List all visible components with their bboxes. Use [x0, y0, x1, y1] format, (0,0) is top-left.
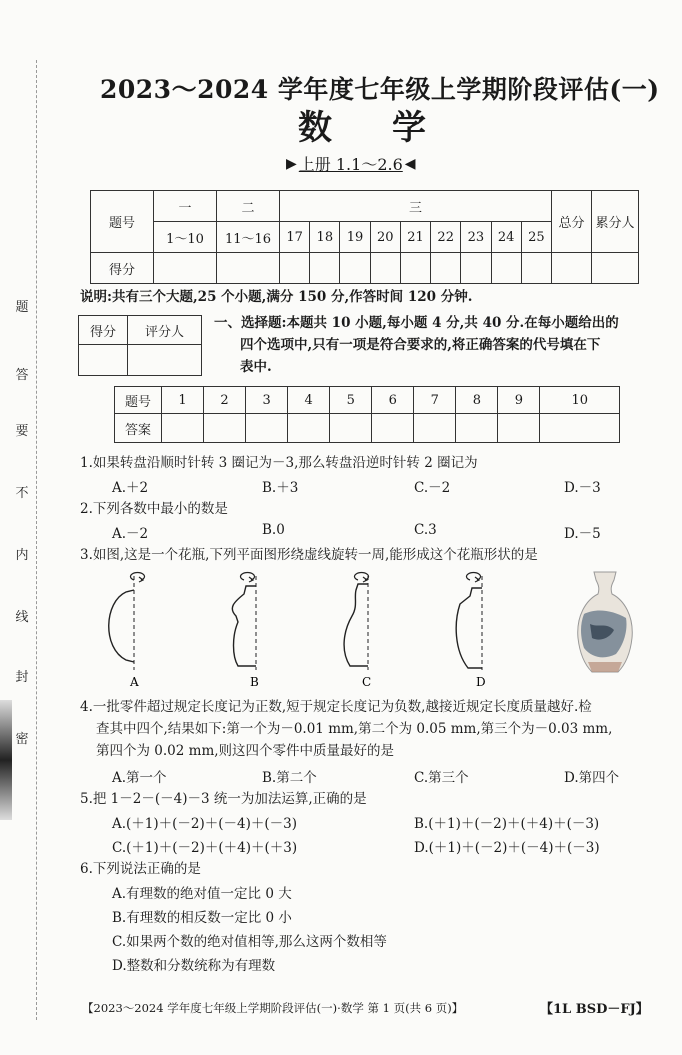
answer-number: 2: [204, 387, 246, 414]
arrow-left-icon: ◀: [404, 155, 416, 172]
answer-cell[interactable]: [330, 414, 372, 443]
question-6-option-c[interactable]: C.如果两个数的绝对值相等,那么这两个数相等: [112, 934, 387, 950]
answer-cell[interactable]: [204, 414, 246, 443]
grader-name-cell[interactable]: [128, 345, 202, 376]
question-2-option-a[interactable]: A.－2: [112, 526, 149, 542]
score-row-label: 得分: [91, 253, 154, 284]
score-cell[interactable]: [310, 253, 340, 284]
question-5-stem: 5.把 1－2－(－4)－3 统一为加法运算,正确的是: [80, 791, 367, 807]
exam-title: 2023～2024 学年度七年级上学期阶段评估(一): [100, 75, 660, 104]
figure-d-shape[interactable]: [456, 573, 482, 670]
question-1-option-a[interactable]: A.＋2: [112, 480, 149, 496]
figure-a-shape[interactable]: [109, 573, 145, 670]
question-4-line1: 4.一批零件超过规定长度记为正数,短于规定长度记为负数,越接近规定长度质量越好.检: [80, 699, 592, 715]
answer-number: 4: [288, 387, 330, 414]
score-cell[interactable]: [521, 253, 551, 284]
answer-number: 10: [540, 387, 620, 414]
question-4-option-a[interactable]: A.第一个: [112, 770, 167, 786]
binding-margin: [0, 0, 62, 1055]
score-cell[interactable]: [370, 253, 400, 284]
answer-number: 3: [246, 387, 288, 414]
score-range-cell: 18: [310, 222, 340, 253]
score-table-section-3: 三: [280, 191, 552, 222]
question-1-option-d[interactable]: D.－3: [564, 480, 601, 496]
question-5-option-a[interactable]: A.(＋1)＋(－2)＋(－4)＋(－3): [112, 816, 298, 832]
answer-cell[interactable]: [288, 414, 330, 443]
question-1-option-c[interactable]: C.－2: [414, 480, 451, 496]
score-cell[interactable]: [340, 253, 370, 284]
binding-char: 线: [15, 610, 29, 625]
question-6-stem: 6.下列说法正确的是: [80, 861, 201, 877]
question-2-stem: 2.下列各数中最小的数是: [80, 501, 228, 517]
question-5-option-b[interactable]: B.(＋1)＋(－2)＋(＋4)＋(－3): [414, 816, 600, 832]
figure-c-shape[interactable]: [344, 573, 368, 670]
chapter-range-text: 上册 1.1～2.6: [298, 155, 403, 174]
score-cell[interactable]: [431, 253, 461, 284]
answer-row-label: 答案: [115, 414, 162, 443]
section1-line2: 四个选项中,只有一项是符合要求的,将正确答案的代号填在下: [240, 337, 601, 353]
binding-char: 内: [15, 548, 29, 563]
score-cell[interactable]: [592, 253, 639, 284]
score-table-section-2: 二: [217, 191, 280, 222]
answer-number: 6: [372, 387, 414, 414]
answer-number: 9: [498, 387, 540, 414]
score-table-total: 总分: [552, 191, 592, 253]
score-table: [90, 190, 639, 284]
answer-table-label: 题号: [115, 387, 162, 414]
grader-score-label: 得分: [79, 316, 128, 345]
arrow-right-icon: ▶: [286, 155, 297, 172]
question-6-option-a[interactable]: A.有理数的绝对值一定比 0 大: [112, 886, 292, 902]
answer-table: [114, 386, 620, 443]
score-range-cell: 21: [400, 222, 430, 253]
score-cell[interactable]: [491, 253, 521, 284]
question-2-option-d[interactable]: D.－5: [564, 526, 601, 542]
question-3-figures: [96, 568, 666, 694]
grader-score-cell[interactable]: [79, 345, 128, 376]
figure-a-label: A: [130, 675, 139, 689]
binding-char: 题: [15, 300, 29, 315]
answer-cell[interactable]: [162, 414, 204, 443]
instructions: 说明:共有三个大题,25 个小题,满分 150 分,作答时间 120 分钟.: [80, 289, 473, 305]
section1-line1: 一、选择题:本题共 10 小题,每小题 4 分,共 40 分.在每小题给出的: [214, 315, 619, 331]
score-range-cell: 1～10: [154, 222, 217, 253]
subject-title: 数学: [298, 108, 486, 148]
question-2-option-b[interactable]: B.0: [262, 522, 285, 538]
binding-char: 不: [15, 486, 29, 501]
answer-cell[interactable]: [456, 414, 498, 443]
score-cell[interactable]: [400, 253, 430, 284]
score-range-cell: 25: [521, 222, 551, 253]
answer-cell[interactable]: [414, 414, 456, 443]
figure-b-label: B: [250, 675, 259, 689]
footer-code: 【1L BSD－FJ】: [540, 1002, 649, 1017]
grader-box: [78, 315, 202, 376]
score-range-cell: 24: [491, 222, 521, 253]
score-range-cell: 23: [461, 222, 491, 253]
score-table-scorer: 累分人: [592, 191, 639, 253]
score-range-cell: 11～16: [217, 222, 280, 253]
figure-d-label: D: [476, 675, 486, 689]
figure-b-shape[interactable]: [232, 573, 256, 670]
answer-cell[interactable]: [498, 414, 540, 443]
scan-shadow: [0, 700, 12, 820]
answer-number: 7: [414, 387, 456, 414]
answer-cell[interactable]: [372, 414, 414, 443]
question-5-option-c[interactable]: C.(＋1)＋(－2)＋(＋4)＋(＋3): [112, 840, 298, 856]
binding-char: 密: [15, 732, 29, 747]
binding-char: 要: [15, 424, 29, 439]
binding-char: 封: [15, 670, 29, 685]
answer-cell[interactable]: [540, 414, 620, 443]
answer-number: 8: [456, 387, 498, 414]
grader-name-label: 评分人: [128, 316, 202, 345]
binding-char: 答: [15, 368, 29, 383]
score-range-cell: 19: [340, 222, 370, 253]
question-1-option-b[interactable]: B.＋3: [262, 480, 299, 496]
score-range-cell: 17: [280, 222, 310, 253]
question-4-option-c[interactable]: C.第三个: [414, 770, 469, 786]
score-cell[interactable]: [280, 253, 310, 284]
question-5-option-d[interactable]: D.(＋1)＋(－2)＋(－4)＋(－3): [414, 840, 600, 856]
question-2-option-c[interactable]: C.3: [414, 522, 437, 538]
score-table-label: 题号: [91, 191, 154, 253]
question-6-option-b[interactable]: B.有理数的相反数一定比 0 小: [112, 910, 292, 926]
question-6-option-d[interactable]: D.整数和分数统称为有理数: [112, 958, 276, 974]
question-1-stem: 1.如果转盘沿顺时针转 3 圈记为－3,那么转盘沿逆时针转 2 圈记为: [80, 455, 478, 471]
question-3-stem: 3.如图,这是一个花瓶,下列平面图形绕虚线旋转一周,能形成这个花瓶形状的是: [80, 547, 538, 563]
question-4-option-d[interactable]: D.第四个: [564, 770, 620, 786]
answer-number: 1: [162, 387, 204, 414]
score-table-section-1: 一: [154, 191, 217, 222]
score-cell[interactable]: [154, 253, 217, 284]
question-4-line3: 第四个为 0.02 mm,则这四个零件中质量最好的是: [96, 743, 395, 759]
binding-dashed-line: [36, 60, 37, 1020]
figure-c-label: C: [362, 675, 372, 689]
score-cell[interactable]: [217, 253, 280, 284]
answer-cell[interactable]: [246, 414, 288, 443]
answer-number: 5: [330, 387, 372, 414]
score-cell[interactable]: [552, 253, 592, 284]
score-range-cell: 22: [431, 222, 461, 253]
score-range-cell: 20: [370, 222, 400, 253]
question-4-option-b[interactable]: B.第二个: [262, 770, 317, 786]
vase-image: [578, 572, 633, 672]
footer-page-info: 【2023～2024 学年度七年级上学期阶段评估(一)·数学 第 1 页(共 6 页)】: [82, 1001, 464, 1015]
question-4-line2: 查其中四个,结果如下:第一个为－0.01 mm,第二个为 0.05 mm,第三个为－0.03 mm,: [96, 721, 613, 737]
score-cell[interactable]: [461, 253, 491, 284]
chapter-range: [286, 152, 416, 175]
section1-line3: 表中.: [240, 359, 272, 375]
